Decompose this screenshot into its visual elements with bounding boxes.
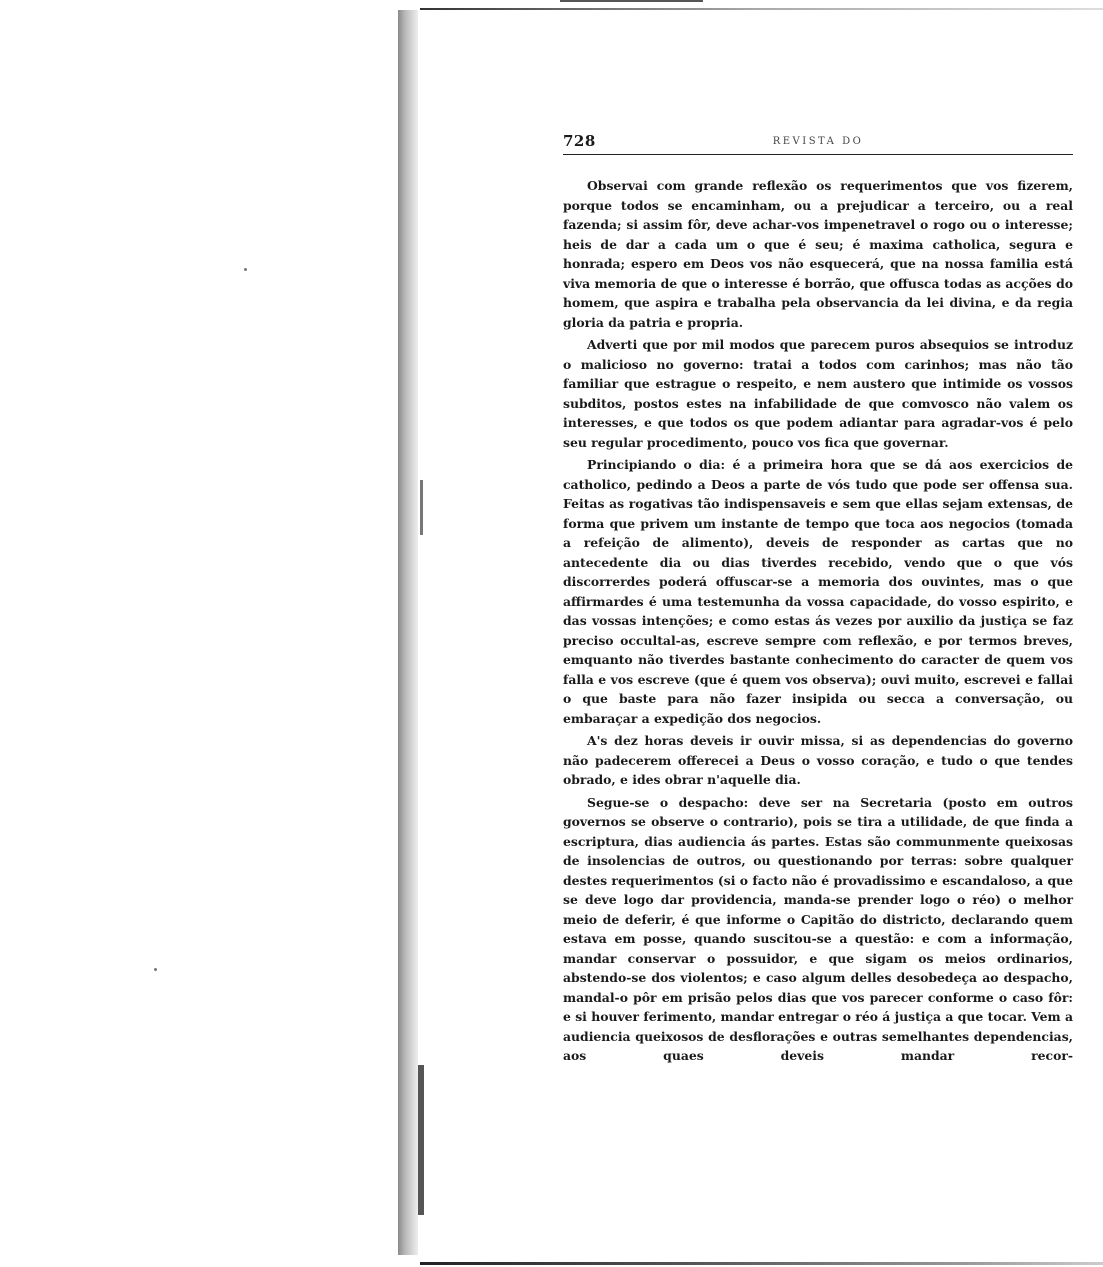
paragraph: Observai com grande reflexão os requerimentos que vos fizerem, porque todos se encaminham, ou a prejudicar a terceiro, ou a real fazenda; si assim fôr, deve achar-vos impenetravel o rogo ou o interesse; heis de dar a cada um o que é seu; é maxima catholica, segura e honrada; espero em Deos vos não esquecerá, que na nossa familia está viva memoria de que o interesse é borrão, que offusca todas as acções do homem, que aspira e trabalha pela observancia da lei divina, e da regia gloria da patria e propria. [563, 178, 1073, 330]
running-title: REVISTA DO [772, 136, 864, 147]
facing-page-blank [0, 0, 400, 1267]
page-header [563, 128, 1073, 154]
scan-speck [154, 968, 157, 971]
page-bottom-edge [420, 1262, 1103, 1265]
page-top-edge [420, 8, 1103, 10]
paragraph: A's dez horas deveis ir ouvir missa, si as dependencias do governo não padecerem offerecei a Deus o vosso coração, e tudo o que tendes obrado, e ides obrar n'aquelle dia. [563, 733, 1073, 787]
header-rule [563, 154, 1073, 155]
page-number: 728 [563, 132, 596, 150]
book-spine-shadow [398, 10, 418, 1255]
body-text [563, 176, 1073, 1066]
book-spine-shadow [418, 1065, 424, 1215]
book-spine-shadow [420, 480, 423, 535]
page-top-edge [560, 0, 703, 2]
paragraph: Adverti que por mil modos que parecem puros absequios se introduz o malicioso no governo: tratai a todos com carinhos; mas não tão familiar que estrague o respeito, e nem austero que intimide os vossos subditos, postos estes na infabilidade de que comvosco não valem os interesses, e que todos os que podem adiantar para agradar-vos é pelo seu regular procedimento, pouco vos fica que governar. [563, 337, 1073, 450]
paragraph: Principiando o dia: é a primeira hora que se dá aos exercicios de catholico, pedindo a Deos a parte de vós tudo que pode ser offensa sua. Feitas as rogativas tão indispensaveis e sem que ellas sejam extensas, de forma que privem um instante de tempo que toca aos negocios (tomada a refeição de alimento), deveis de responder as cartas que no antecedente dia ou dias tiverdes recebido, vendo que o que vós discorrerdes poderá offuscar-se a memoria dos ouvintes, mas o que affirmardes é uma testemunha da vossa capacidade, do vosso espirito, e das vossas intenções; e como estas ás vezes por auxilio da justiça se faz preciso occultal-as, escreve sempre com reflexão, e por termos breves, emquanto não tiverdes bastante conhecimento do caracter de quem vos falla e vos escreve (que é quem vos observa); ouvi muito, escrevei e fallai o que baste para não fazer insipida ou secca a conversação, ou embaraçar a expedição dos negocios. [563, 457, 1073, 726]
scan-speck [244, 268, 247, 271]
paragraph: Segue-se o despacho: deve ser na Secretaria (posto em outros governos se observe o contrario), pois se tira a utilidade, de que finda a escriptura, dias audiencia ás partes. Estas são communmente queixosas de insolencias de outros, ou questionando por terras: sobre qualquer destes requerimentos (si o facto não é provadissimo e escandaloso, a que se deve logo dar providencia, manda-se prender logo o réo) o melhor meio de deferir, é que informe o Capitão do districto, declarando quem estava em posse, quando suscitou-se a questão: e com a informação, mandar conservar o possuidor, e que sigam os meios ordinarios, abstendo-se dos violentos; e caso algum delles desobedeça ao despacho, mandal-o pôr em prisão pelos dias que vos parecer conforme o caso fôr: e si houver ferimento, mandar entregar o réo á justiça a que tocar. Vem a audiencia queixosos de desflorações e outras semelhantes dependencias, aos quaes deveis mandar recor- [563, 794, 1074, 1063]
